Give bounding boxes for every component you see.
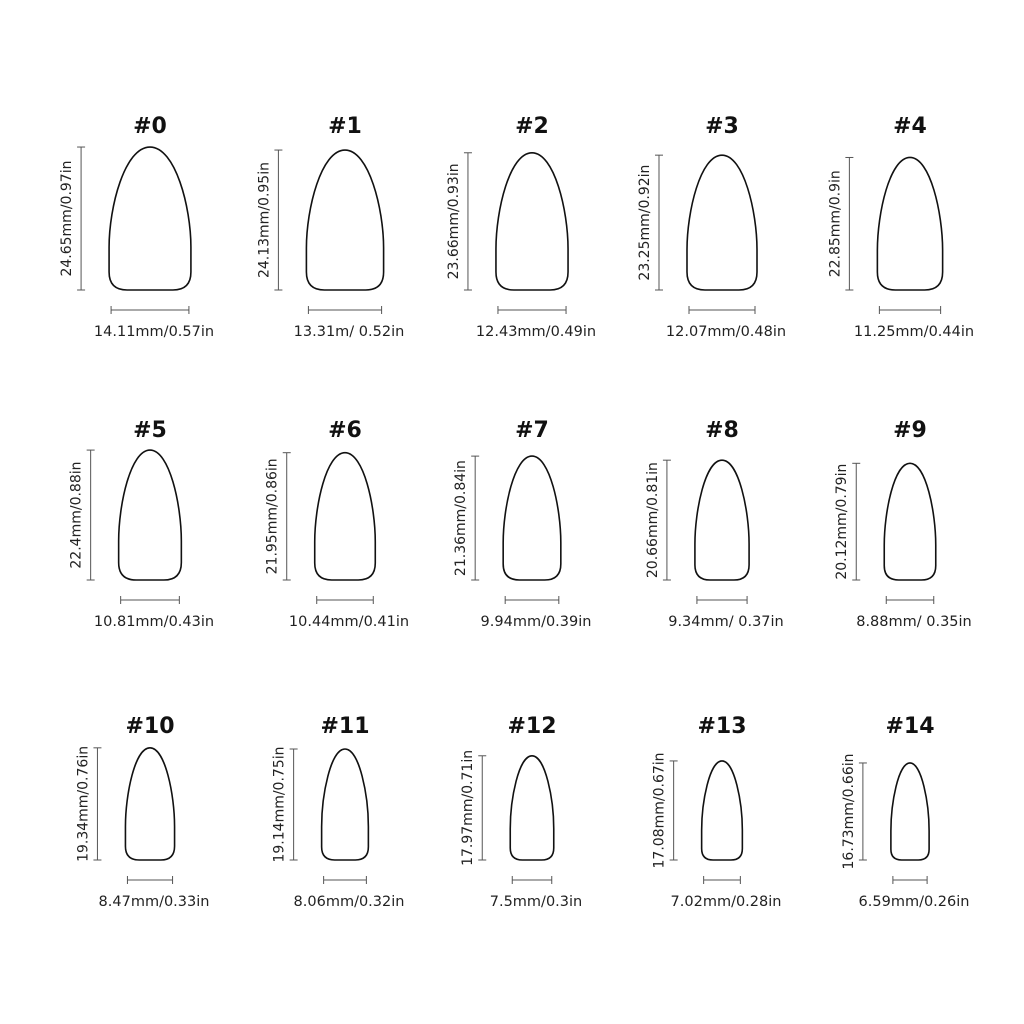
nail-outline	[125, 748, 174, 860]
nail-outline	[687, 155, 757, 290]
length-label: 23.25mm/0.92in	[636, 164, 653, 281]
nail-size-title: #14	[885, 714, 935, 739]
width-label: 12.07mm/0.48in	[665, 324, 787, 340]
width-label: 12.43mm/0.49in	[475, 324, 597, 340]
nail-outline	[695, 460, 749, 580]
width-label: 10.44mm/0.41in	[288, 614, 410, 630]
nail-outline	[891, 763, 929, 860]
nail-outline	[877, 157, 942, 290]
nail-item-1	[256, 114, 404, 340]
width-label: 14.11mm/0.57in	[93, 324, 215, 340]
nail-size-title: #10	[125, 714, 175, 739]
nail-size-title: #2	[515, 114, 549, 139]
nail-item-2	[446, 114, 596, 340]
length-label: 16.73mm/0.66in	[840, 753, 857, 870]
length-label: 22.4mm/0.88in	[68, 461, 85, 569]
nail-outline	[496, 153, 568, 290]
nail-item-12	[460, 714, 582, 910]
nail-item-4	[827, 114, 974, 340]
nail-size-title: #0	[133, 114, 167, 139]
nail-item-7	[453, 418, 591, 630]
width-label: 11.25mm/0.44in	[853, 324, 975, 340]
length-label: 19.34mm/0.76in	[75, 745, 92, 862]
nail-outline	[503, 456, 561, 580]
nail-outline	[702, 761, 743, 860]
nail-size-title: #6	[328, 418, 362, 443]
length-label: 20.66mm/0.81in	[644, 462, 661, 579]
width-label: 7.02mm/0.28in	[670, 894, 782, 910]
nail-item-10	[75, 714, 209, 910]
length-label: 24.13mm/0.95in	[256, 162, 273, 279]
nail-size-title: #7	[515, 418, 549, 443]
nail-size-title: #8	[705, 418, 739, 443]
nail-item-11	[272, 714, 405, 910]
nail-size-title: #12	[507, 714, 557, 739]
width-label: 9.34mm/ 0.37in	[668, 614, 784, 630]
length-label: 24.65mm/0.97in	[59, 160, 76, 277]
nail-item-5	[69, 418, 214, 630]
length-label: 20.12mm/0.79in	[834, 463, 851, 580]
nail-outline	[109, 147, 191, 290]
nail-item-13	[652, 714, 782, 910]
nail-item-3	[637, 114, 786, 340]
width-label: 10.81mm/0.43in	[93, 614, 215, 630]
nail-outline	[119, 450, 182, 580]
length-label: 17.97mm/0.71in	[460, 749, 477, 866]
nail-item-8	[645, 418, 784, 630]
width-label: 8.88mm/ 0.35in	[856, 614, 972, 630]
nail-outline	[884, 463, 936, 580]
nail-item-9	[834, 418, 972, 630]
nail-outline	[510, 756, 554, 860]
nail-item-14	[841, 714, 970, 910]
nail-item-0	[59, 114, 214, 340]
nail-size-title: #5	[133, 418, 167, 443]
nail-outline	[315, 453, 376, 580]
length-label: 23.66mm/0.93in	[445, 163, 462, 280]
nail-outline	[306, 150, 383, 290]
nail-size-title: #9	[893, 418, 927, 443]
length-label: 19.14mm/0.75in	[271, 746, 288, 863]
length-label: 21.36mm/0.84in	[453, 460, 470, 577]
width-label: 13.31m/ 0.52in	[293, 324, 405, 340]
width-label: 9.94mm/0.39in	[480, 614, 592, 630]
length-label: 17.08mm/0.67in	[651, 752, 668, 869]
length-label: 21.95mm/0.86in	[264, 458, 281, 575]
nail-outline	[322, 749, 369, 860]
nail-size-title: #4	[893, 114, 927, 139]
nail-size-title: #11	[320, 714, 370, 739]
nail-size-title: #13	[697, 714, 747, 739]
nail-size-title: #1	[328, 114, 362, 139]
width-label: 7.5mm/0.3in	[489, 894, 583, 910]
width-label: 8.47mm/0.33in	[98, 894, 210, 910]
nail-item-6	[265, 418, 409, 630]
width-label: 6.59mm/0.26in	[858, 894, 970, 910]
nail-size-title: #3	[705, 114, 739, 139]
width-label: 8.06mm/0.32in	[293, 894, 405, 910]
length-label: 22.85mm/0.9in	[827, 170, 844, 278]
